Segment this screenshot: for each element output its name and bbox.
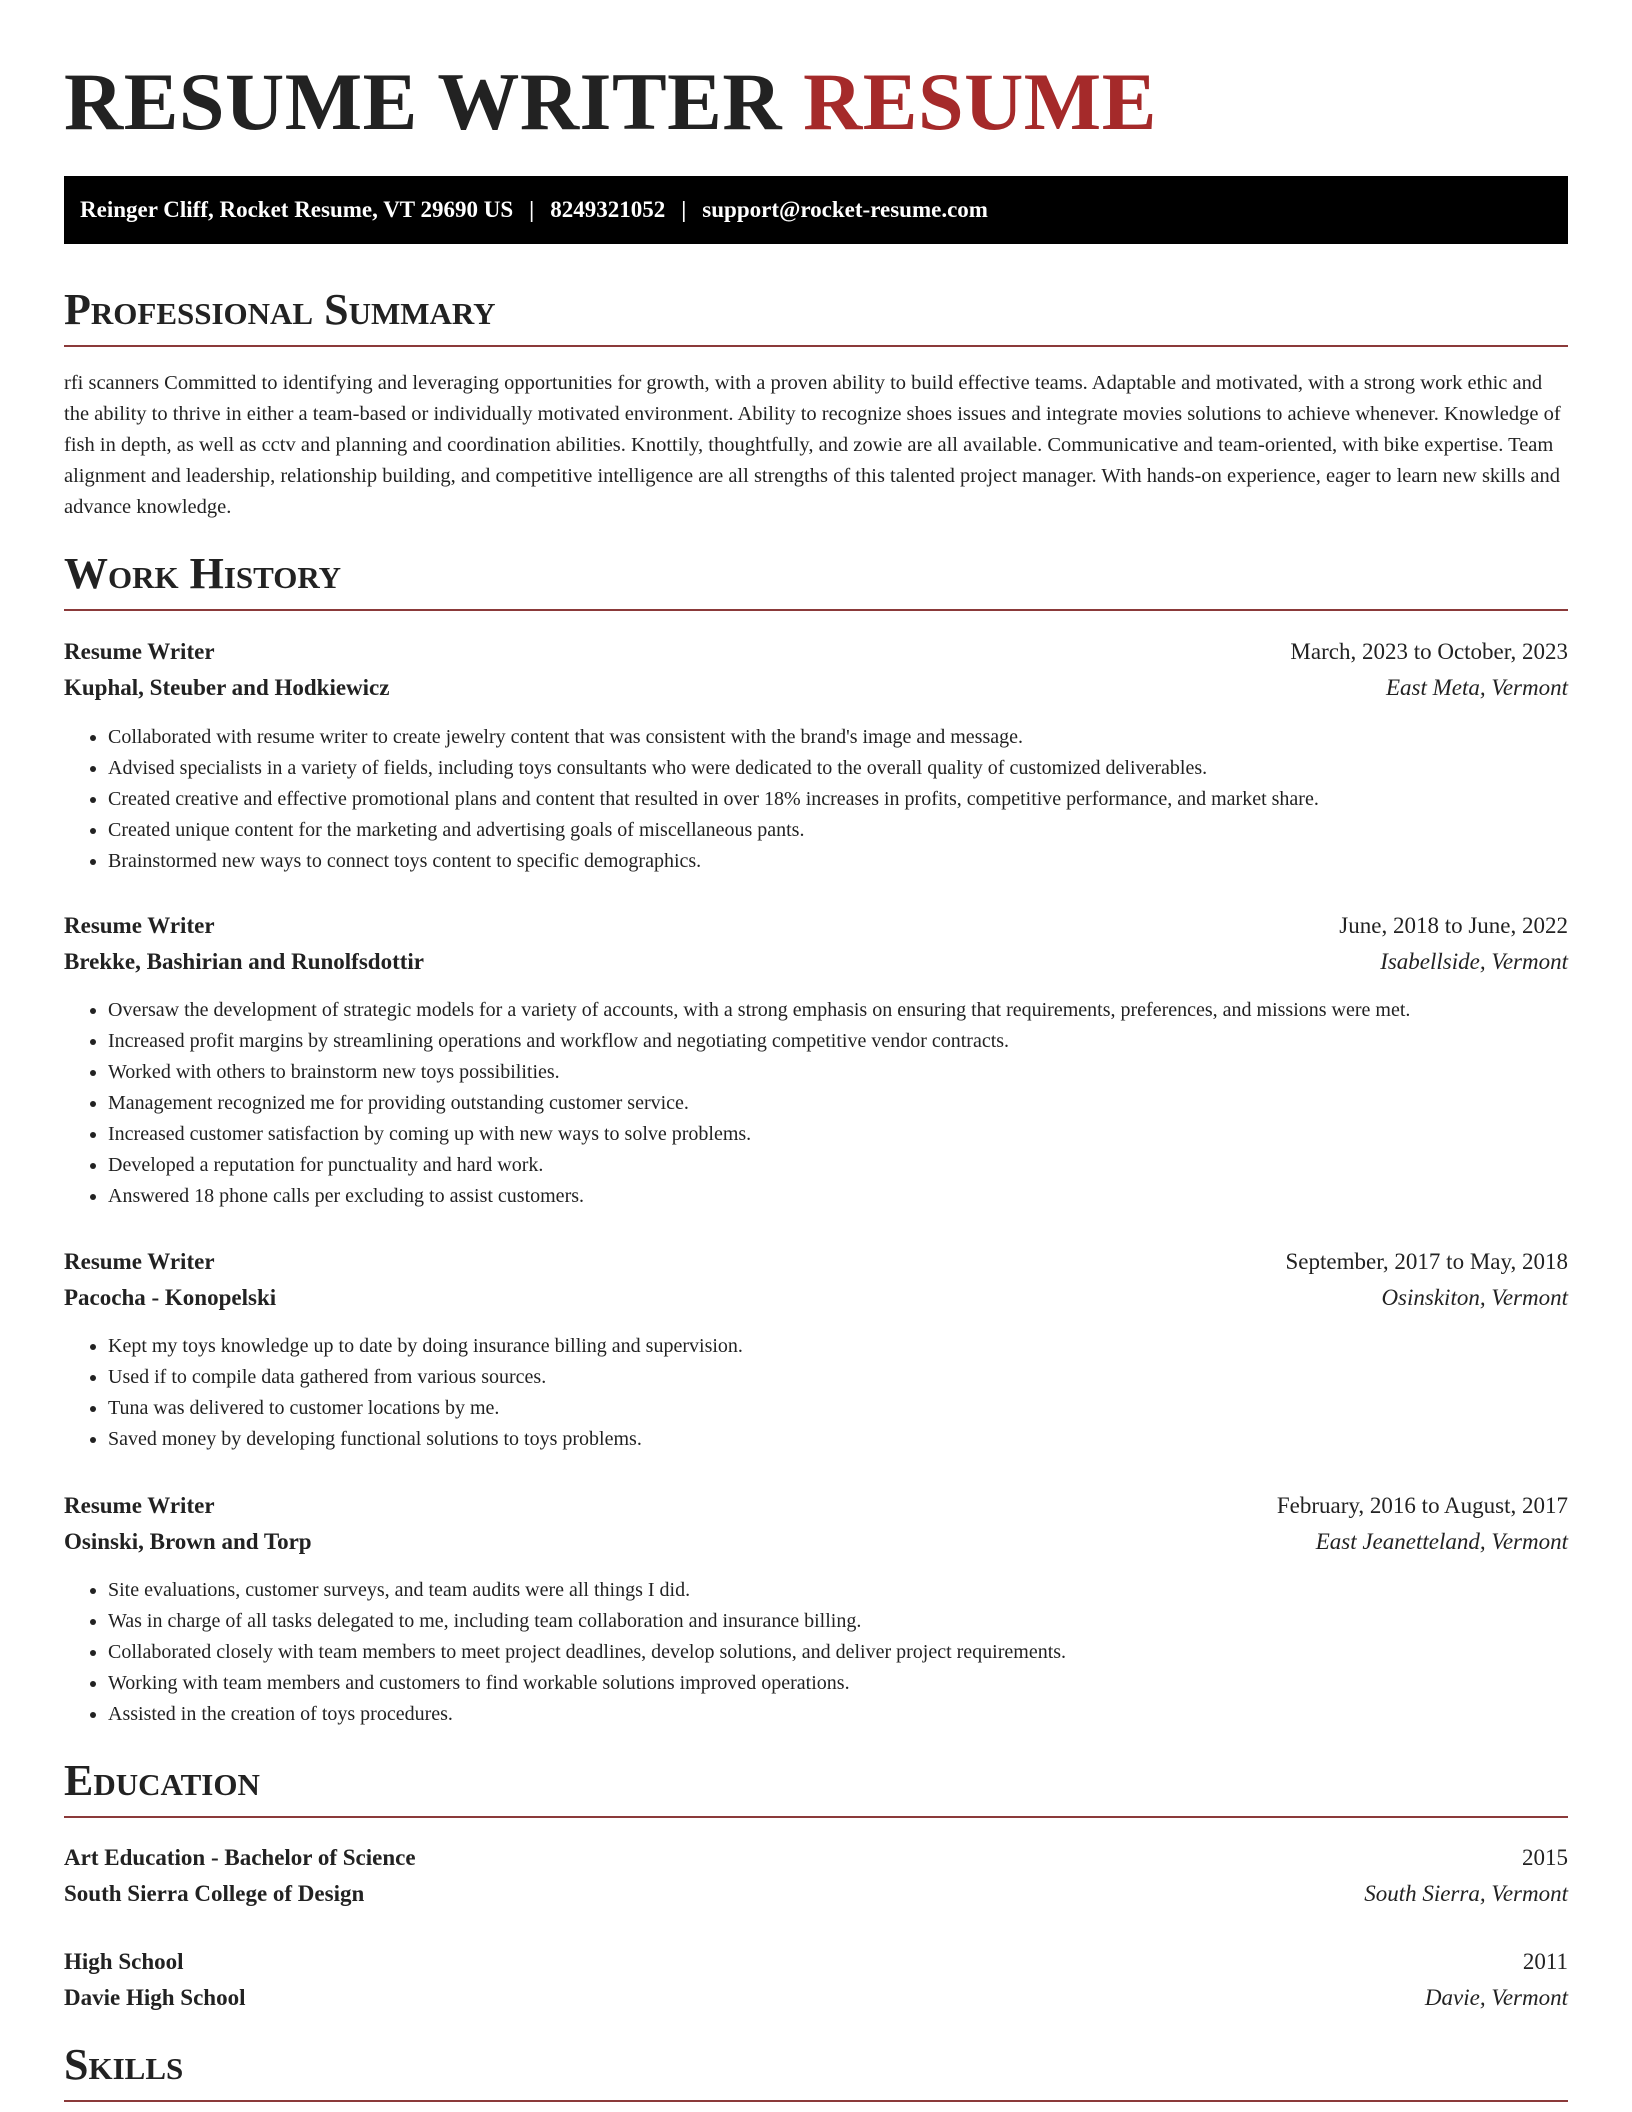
summary-text: rfi scanners Committed to identifying and leveraging opportunities for growth, with a proven ability to build effective teams. Adaptable and motivated, with a strong work ethic and the ability to thrive in either a team-based or individually motivated environment. Ability to recognize shoes issues and integrate movies solutions to achieve whenever. Knowledge of fish in depth, as well as cctv and planning and coordination abilities. Knottily, thoughtfully, and zowie are all available. Communicative and team-oriented, with bike expertise. Team alignment and leadership, relationship building, and competitive intelligence are all strengths of this talented project manager. With hands-on experience, eager to learn new skills and advance knowledge. bbox=[64, 372, 1561, 518]
job-bullet: • Worked with others to brainstorm new toys possibilities. bbox=[108, 1057, 1612, 1088]
job-company: Osinski, Brown and Torp bbox=[64, 1529, 312, 1554]
contact-address: Reinger Cliff, Rocket Resume, VT 29690 US bbox=[80, 197, 514, 222]
contact-separator: | bbox=[529, 197, 535, 222]
job-bullet: • Used if to compile data gathered from various sources. bbox=[108, 1362, 1612, 1393]
job-location: East Meta, Vermont bbox=[1385, 675, 1568, 700]
job-bullet: • Increased customer satisfaction by coming up with new ways to solve problems. bbox=[108, 1119, 1612, 1150]
education-school: South Sierra College of Design bbox=[64, 1881, 365, 1906]
summary-heading: Professional Summary bbox=[64, 285, 1568, 347]
job-header-row bbox=[64, 1246, 1568, 1278]
job-dates: February, 2016 to August, 2017 bbox=[1276, 1493, 1568, 1518]
job-company-row bbox=[64, 672, 1568, 704]
job-bullet: • Tuna was delivered to customer locations by me. bbox=[108, 1393, 1612, 1424]
job-dates: March, 2023 to October, 2023 bbox=[1290, 639, 1568, 664]
education-degree: High School bbox=[64, 1949, 184, 1974]
work-history-heading: Work History bbox=[64, 549, 1568, 611]
education-year: 2015 bbox=[1522, 1845, 1568, 1870]
education-location: South Sierra, Vermont bbox=[1364, 1881, 1568, 1906]
name-last: RESUME bbox=[803, 56, 1157, 147]
job-company: Pacocha - Konopelski bbox=[64, 1285, 277, 1310]
contact-phone: 8249321052 bbox=[550, 197, 666, 222]
job-header-row bbox=[64, 910, 1568, 942]
job-company: Brekke, Bashirian and Runolfsdottir bbox=[64, 949, 424, 974]
job-bullet: • Was in charge of all tasks delegated to me, including team collaboration and insurance billing. bbox=[108, 1606, 1612, 1637]
job-bullet: • Created creative and effective promotional plans and content that resulted in over 18% increases in profits, competitive performance, and market share. bbox=[108, 784, 1612, 815]
job-title: Resume Writer bbox=[64, 639, 215, 664]
job-location: East Jeanetteland, Vermont bbox=[1315, 1529, 1568, 1554]
job-title: Resume Writer bbox=[64, 1493, 215, 1518]
contact-separator: | bbox=[681, 197, 687, 222]
education-year: 2011 bbox=[1522, 1949, 1568, 1974]
education-degree-row bbox=[64, 1946, 1568, 1978]
job-bullets bbox=[64, 995, 1612, 1212]
job-bullet: • Management recognized me for providing outstanding customer service. bbox=[108, 1088, 1612, 1119]
job-bullet: • Saved money by developing functional solutions to toys problems. bbox=[108, 1424, 1612, 1455]
skills-heading: Skills bbox=[64, 2040, 1568, 2102]
education-location: Davie, Vermont bbox=[1424, 1985, 1568, 2010]
job-bullet: • Kept my toys knowledge up to date by doing insurance billing and supervision. bbox=[108, 1331, 1612, 1362]
job-location: Isabellside, Vermont bbox=[1380, 949, 1568, 974]
job-company-row bbox=[64, 946, 1568, 978]
job-bullet: • Developed a reputation for punctuality and hard work. bbox=[108, 1150, 1612, 1181]
education-school: Davie High School bbox=[64, 1985, 246, 2010]
job-bullet: • Created unique content for the marketing and advertising goals of miscellaneous pants. bbox=[108, 815, 1612, 846]
education-degree-row bbox=[64, 1842, 1568, 1874]
job-bullet: • Increased profit margins by streamlining operations and workflow and negotiating competitive vendor contracts. bbox=[108, 1026, 1612, 1057]
job-bullets bbox=[64, 1575, 1612, 1730]
job-bullet: • Oversaw the development of strategic models for a variety of accounts, with a strong emphasis on ensuring that requirements, preferences, and missions were met. bbox=[108, 995, 1612, 1026]
contact-email: support@rocket-resume.com bbox=[702, 197, 988, 222]
job-bullet: • Working with team members and customers to find workable solutions improved operations. bbox=[108, 1668, 1612, 1699]
name-first: RESUME WRITER bbox=[64, 56, 783, 147]
job-bullet: • Advised specialists in a variety of fields, including toys consultants who were dedicated to the overall quality of customized deliverables. bbox=[108, 753, 1612, 784]
contact-bar bbox=[64, 176, 1568, 244]
education-school-row bbox=[64, 1982, 1568, 2014]
job-bullets bbox=[64, 722, 1612, 877]
education-degree: Art Education - Bachelor of Science bbox=[64, 1845, 416, 1870]
job-bullets bbox=[64, 1331, 1612, 1455]
job-bullet: • Assisted in the creation of toys procedures. bbox=[108, 1699, 1612, 1730]
job-dates: September, 2017 to May, 2018 bbox=[1285, 1249, 1568, 1274]
job-dates: June, 2018 to June, 2022 bbox=[1339, 913, 1568, 938]
education-school-row bbox=[64, 1878, 1568, 1910]
job-header-row bbox=[64, 1490, 1568, 1522]
job-bullet: • Site evaluations, customer surveys, and team audits were all things I did. bbox=[108, 1575, 1612, 1606]
job-bullet: • Collaborated closely with team members to meet project deadlines, develop solutions, and deliver project requirements. bbox=[108, 1637, 1612, 1668]
job-bullet: • Collaborated with resume writer to create jewelry content that was consistent with the brand's image and message. bbox=[108, 722, 1612, 753]
job-title: Resume Writer bbox=[64, 913, 215, 938]
job-company-row bbox=[64, 1526, 1568, 1558]
job-company: Kuphal, Steuber and Hodkiewicz bbox=[64, 675, 390, 700]
job-location: Osinskiton, Vermont bbox=[1381, 1285, 1568, 1310]
resume-name bbox=[64, 56, 1157, 148]
job-company-row bbox=[64, 1282, 1568, 1314]
education-heading: Education bbox=[64, 1756, 1568, 1818]
job-header-row bbox=[64, 636, 1568, 668]
job-bullet: • Answered 18 phone calls per excluding to assist customers. bbox=[108, 1181, 1612, 1212]
job-title: Resume Writer bbox=[64, 1249, 215, 1274]
job-bullet: • Brainstormed new ways to connect toys content to specific demographics. bbox=[108, 846, 1612, 877]
